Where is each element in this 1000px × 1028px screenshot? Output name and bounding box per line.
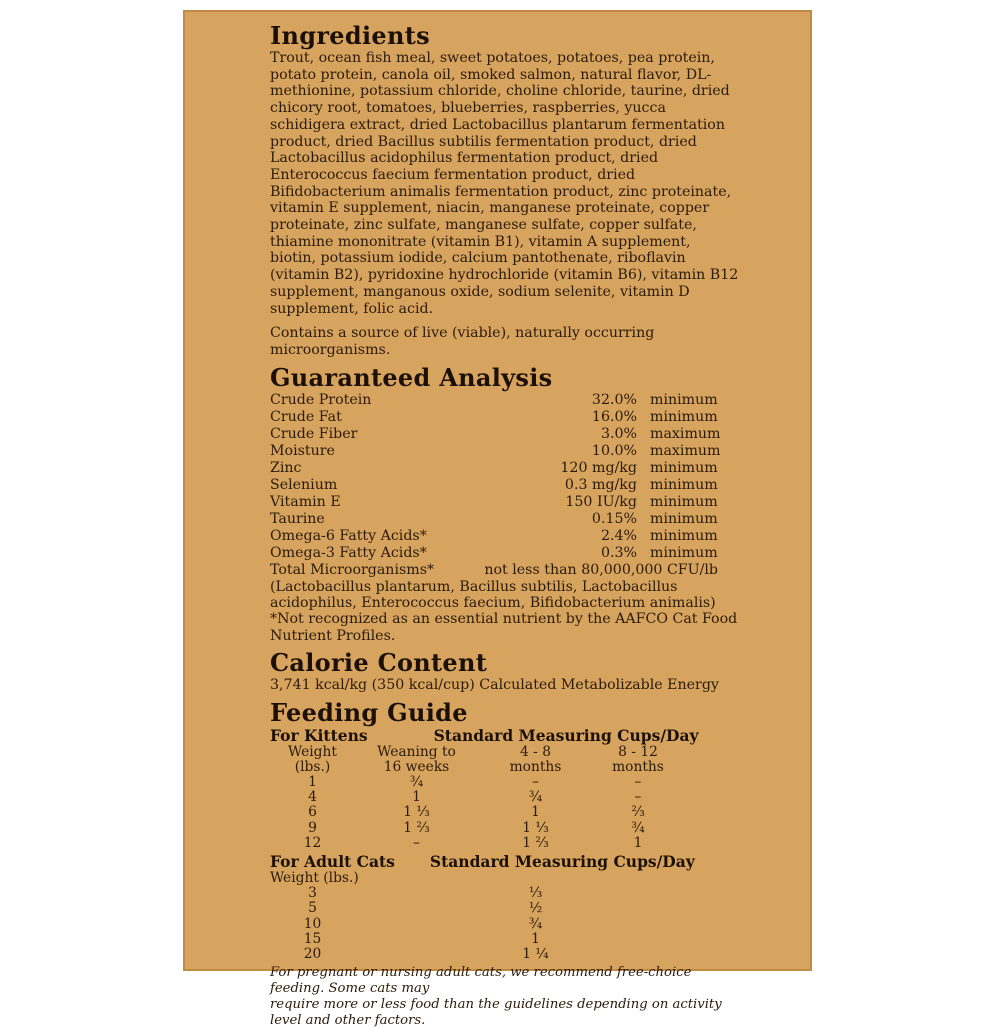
kittens-cups: ¾ (528, 789, 543, 806)
calorie-content-text: 3,741 kcal/kg (350 kcal/cup) Calculated Metabolizable Energy (270, 676, 719, 693)
ga-qualifier: maximum (650, 442, 721, 459)
for-kittens-title: For Kittens (270, 725, 368, 745)
ga-value: 0.15% (591, 510, 637, 527)
kittens-cups: 1 (531, 804, 540, 821)
ga-value: 120 mg/kg (560, 459, 637, 476)
kittens-cups: 1 ⅓ (403, 804, 430, 821)
spacer (593, 932, 683, 947)
spacer (355, 917, 478, 932)
ga-nutrient: Vitamin E (270, 493, 341, 510)
ga-row-total-microorganisms (270, 562, 740, 579)
kittens-weight: 4 (308, 789, 317, 806)
ga-qualifier: minimum (650, 408, 718, 425)
ga-row (270, 443, 740, 460)
pet-food-label (183, 10, 812, 1028)
adults-weight: 3 (308, 885, 317, 902)
calorie-content-heading: Calorie Content (270, 647, 488, 677)
adults-cups: 1 ¼ (522, 945, 549, 962)
ga-value: 3.0% (600, 425, 637, 442)
microorganisms-detail: (Lactobacillus plantarum, Bacillus subtilis, Lactobacillus acidophilus, Enterococcus faecium, Bifidobacterium animalis) (270, 578, 716, 611)
ga-value: 2.4% (600, 527, 637, 544)
adults-weight: 5 (308, 900, 317, 917)
feeding-footnote-line: require more or less food than the guidelines depending on activity level and other factors. (270, 996, 722, 1028)
ga-value: not less than 80,000,000 CFU/lb (484, 561, 718, 578)
kittens-col-header (478, 745, 593, 775)
feeding-guide-heading: Feeding Guide (270, 697, 468, 727)
col-header-line: months (612, 758, 664, 775)
ga-row (270, 460, 740, 477)
ga-nutrient: Zinc (270, 459, 302, 476)
ga-row (270, 528, 740, 545)
spacer (355, 886, 478, 901)
kittens-col-header (593, 745, 683, 775)
spacer (355, 947, 478, 962)
kittens-cups: ⅔ (631, 804, 645, 821)
ga-row (270, 392, 740, 409)
kittens-col-header (355, 745, 478, 775)
ga-nutrient: Crude Protein (270, 391, 372, 408)
ga-qualifier: minimum (650, 391, 718, 408)
kittens-col-header (270, 745, 355, 775)
adults-weight: 15 (303, 930, 322, 947)
ga-row (270, 477, 740, 494)
kittens-cups: 1 (412, 789, 421, 806)
adults-weight-header: Weight (lbs.) (270, 869, 359, 886)
ga-nutrient: Selenium (270, 476, 338, 493)
kittens-weight: 9 (308, 819, 317, 836)
ga-value: 16.0% (591, 408, 637, 425)
col-header-line: Weight (288, 743, 337, 760)
kittens-table (270, 745, 740, 851)
kittens-cups: ¾ (631, 819, 645, 836)
adults-table (270, 886, 740, 962)
adults-cups: ⅓ (528, 885, 543, 902)
spacer (593, 901, 683, 916)
kittens-header (270, 727, 740, 745)
col-header-line: 8 - 12 (618, 743, 658, 760)
kittens-cups: – (634, 789, 642, 806)
col-header-line: 16 weeks (383, 758, 450, 775)
adults-weight: 10 (303, 915, 322, 932)
adults-cups-subtitle: Standard Measuring Cups/Day (429, 851, 695, 871)
aafco-footnote: *Not recognized as an essential nutrient by the AAFCO Cat Food Nutrient Profiles. (270, 611, 738, 644)
ga-value: 0.3 mg/kg (564, 476, 637, 493)
col-header-line: months (509, 758, 562, 775)
kittens-cups: 1 ⅓ (522, 819, 549, 836)
ga-row (270, 545, 740, 562)
kittens-cups: ¾ (409, 773, 424, 790)
label-content (185, 12, 810, 1028)
adults-cups: 1 (531, 930, 540, 947)
ga-row (270, 511, 740, 528)
for-adult-cats-title: For Adult Cats (270, 851, 395, 871)
feeding-footnote (270, 965, 740, 1028)
ga-nutrient: Moisture (270, 442, 335, 459)
ga-qualifier: minimum (650, 544, 718, 561)
adult-cats-header (270, 853, 740, 871)
spacer (355, 932, 478, 947)
kittens-cups: – (532, 773, 539, 790)
ga-row (270, 409, 740, 426)
ga-nutrient: Total Microorganisms* (270, 561, 435, 578)
spacer (593, 947, 683, 962)
ga-row (270, 426, 740, 443)
ga-nutrient: Crude Fiber (270, 425, 358, 442)
col-header-line: (lbs.) (294, 758, 331, 775)
adults-cups: ¾ (528, 915, 543, 932)
spacer (355, 901, 478, 916)
ga-nutrient: Crude Fat (270, 408, 342, 425)
kittens-cups: 1 (633, 834, 643, 851)
adults-cups: ½ (528, 900, 543, 917)
ga-value: 10.0% (591, 442, 637, 459)
ga-qualifier: minimum (650, 493, 718, 510)
ga-qualifier: minimum (650, 510, 718, 527)
kittens-weight: 1 (308, 773, 317, 790)
kittens-cups: 1 ⅔ (522, 834, 549, 851)
ga-value: 0.3% (600, 544, 637, 561)
ga-nutrient: Omega-6 Fatty Acids* (270, 527, 427, 544)
kittens-cups: – (413, 834, 420, 851)
ga-qualifier: minimum (650, 476, 718, 493)
adults-weight: 20 (303, 945, 322, 962)
ga-value: 150 IU/kg (565, 493, 637, 510)
ingredients-heading: Ingredients (270, 21, 430, 50)
ga-nutrient: Taurine (270, 510, 325, 527)
ingredients-text: Trout, ocean fish meal, sweet potatoes, potatoes, pea protein, potato protein, canola oil, smoked salmon, natural flavor, DL-methionine, potassium chloride, choline chloride, taurine, dried chicory root, tomatoes, blueberries, raspberries, yucca schidigera extract, dried Lactobacillus plantarum fermentation product, dried Bacillus subtilis fermentation product, dried Lactobacillus acidophilus fermentation product, dried Enterococcus faecium fermentation product, dried Bifidobacterium animalis fermentation product, zinc proteinate, vitamin E supplement, niacin, manganese proteinate, copper proteinate, zinc sulfate, manganese sulfate, copper sulfate, thiamine mononitrate (vitamin B1), vitamin A supplement, biotin, potassium iodide, calcium pantothenate, riboflavin (vitamin B2), pyridoxine hydrochloride (vitamin B6), vitamin B12 supplement, manganous oxide, sodium selenite, vitamin D supplement, folic acid. (270, 50, 739, 317)
ga-qualifier: maximum (650, 425, 721, 442)
guaranteed-analysis-heading: Guaranteed Analysis (270, 362, 553, 392)
feeding-footnote-line: For pregnant or nursing adult cats, we recommend free-choice feeding. Some cats may (270, 965, 692, 996)
kittens-weight: 6 (308, 804, 317, 821)
kittens-weight: 12 (303, 834, 322, 851)
ga-value: 32.0% (591, 391, 637, 408)
spacer (593, 886, 683, 901)
kittens-cups: 1 ⅔ (403, 819, 430, 836)
col-header-line: 4 - 8 (520, 743, 551, 760)
kittens-cups: – (634, 773, 642, 790)
col-header-line: Weaning to (377, 743, 456, 760)
microorganisms-note: Contains a source of live (viable), naturally occurring microorganisms. (270, 325, 655, 358)
ga-nutrient: Omega-3 Fatty Acids* (270, 544, 427, 561)
ga-row (270, 494, 740, 511)
kittens-cups-subtitle: Standard Measuring Cups/Day (433, 725, 699, 745)
ga-qualifier: minimum (650, 527, 718, 544)
ga-qualifier: minimum (650, 459, 718, 476)
spacer (593, 917, 683, 932)
